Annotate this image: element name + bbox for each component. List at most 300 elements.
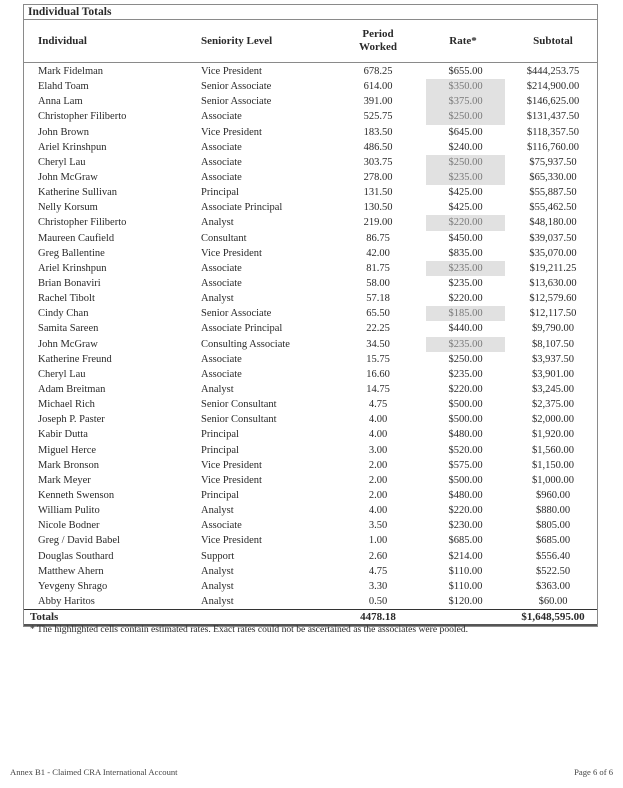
cell-rate	[417, 564, 509, 579]
cell-individual-text: Cindy Chan	[38, 308, 89, 320]
table-row	[24, 549, 597, 564]
table-row	[24, 367, 597, 382]
cell-individual-text: John McGraw	[38, 171, 98, 183]
cell-rate-text: $220.00	[426, 215, 505, 230]
cell-individual	[24, 321, 187, 336]
table-row	[24, 443, 597, 458]
cell-seniority-level	[187, 276, 339, 291]
cell-seniority-level	[187, 140, 339, 155]
cell-rate-text: $520.00	[448, 444, 483, 456]
table-row	[24, 533, 597, 548]
cell-rate-estimated	[417, 306, 509, 321]
table-row	[24, 473, 597, 488]
cell-period-worked-text: 58.00	[366, 277, 390, 289]
cell-rate	[417, 352, 509, 367]
cell-seniority-level	[187, 155, 339, 170]
cell-individual-text: Greg / David Babel	[38, 535, 120, 547]
cell-period-worked-text: 219.00	[363, 217, 393, 229]
cell-seniority-level-text: Associate	[201, 141, 242, 153]
cell-individual-text: Yevgeny Shrago	[38, 580, 108, 592]
cell-period-worked	[339, 382, 417, 397]
cell-period-worked	[339, 443, 417, 458]
cell-rate-text: $235.00	[426, 337, 505, 352]
cell-seniority-level-text: Principal	[201, 187, 239, 199]
cell-seniority-level-text: Analyst	[201, 580, 234, 592]
cell-subtotal-text: $2,000.00	[532, 414, 574, 426]
cell-seniority-level	[187, 397, 339, 412]
cell-individual	[24, 185, 187, 200]
cell-seniority-level-text: Associate	[201, 156, 242, 168]
cell-individual-text: Katherine Freund	[38, 353, 112, 365]
cell-individual-text: Cheryl Lau	[38, 368, 86, 380]
table-row	[24, 231, 597, 246]
cell-individual	[24, 261, 187, 276]
cell-subtotal	[509, 382, 597, 397]
cell-period-worked-text: 525.75	[363, 111, 393, 123]
totals-level-empty	[187, 610, 339, 624]
cell-subtotal	[509, 276, 597, 291]
cell-seniority-level	[187, 125, 339, 140]
header-period-worked	[339, 28, 417, 54]
cell-period-worked-text: 4.00	[368, 429, 388, 441]
cell-subtotal-text: $1,920.00	[532, 429, 574, 441]
cell-individual-text: Cheryl Lau	[38, 156, 86, 168]
cell-rate	[417, 140, 509, 155]
cell-rate-text: $120.00	[448, 595, 483, 607]
cell-period-worked	[339, 518, 417, 533]
cell-individual-text: Nelly Korsum	[38, 202, 98, 214]
cell-individual-text: John Brown	[38, 126, 90, 138]
cell-individual	[24, 231, 187, 246]
totals-subtotal: $1,648,595.00	[521, 611, 585, 624]
cell-individual	[24, 109, 187, 124]
cell-seniority-level	[187, 185, 339, 200]
cell-rate	[417, 276, 509, 291]
table-row	[24, 79, 597, 94]
cell-period-worked-text: 3.30	[368, 580, 388, 592]
cell-subtotal-text: $48,180.00	[529, 217, 577, 229]
cell-rate-text: $230.00	[448, 520, 483, 532]
cell-period-worked-text: 57.18	[366, 293, 390, 305]
cell-rate-estimated	[417, 155, 509, 170]
cell-seniority-level-text: Consultant	[201, 232, 247, 244]
cell-seniority-level	[187, 64, 339, 79]
cell-individual-text: Miguel Herce	[38, 444, 97, 456]
cell-seniority-level	[187, 427, 339, 442]
cell-period-worked	[339, 231, 417, 246]
cell-individual	[24, 276, 187, 291]
cell-rate	[417, 549, 509, 564]
cell-individual-text: Anna Lam	[38, 96, 83, 108]
cell-period-worked	[339, 140, 417, 155]
footnote: * The highlighted cells contain estimated rates. Exact rates could not be ascertained as the associates were pooled.	[30, 624, 469, 635]
cell-subtotal	[509, 427, 597, 442]
cell-period-worked-text: 303.75	[363, 156, 393, 168]
cell-period-worked-text: 81.75	[366, 262, 390, 274]
cell-individual	[24, 306, 187, 321]
cell-subtotal-text: $880.00	[535, 505, 571, 517]
cell-rate-text: $835.00	[448, 247, 483, 259]
cell-period-worked	[339, 276, 417, 291]
cell-individual	[24, 155, 187, 170]
header-seniority-level: Seniority Level	[201, 34, 273, 47]
cell-period-worked	[339, 367, 417, 382]
cell-rate-text: $500.00	[448, 474, 483, 486]
cell-seniority-level-text: Support	[201, 550, 235, 562]
cell-individual	[24, 518, 187, 533]
cell-subtotal	[509, 503, 597, 518]
cell-period-worked-text: 2.00	[368, 459, 388, 471]
cell-rate-text: $235.00	[426, 170, 505, 185]
cell-subtotal-text: $2,375.00	[532, 399, 574, 411]
cell-rate-text: $235.00	[448, 368, 483, 380]
cell-subtotal-text: $3,901.00	[532, 368, 574, 380]
table-row	[24, 518, 597, 533]
table-row	[24, 337, 597, 352]
cell-subtotal	[509, 473, 597, 488]
cell-individual	[24, 246, 187, 261]
cell-period-worked-text: 15.75	[366, 353, 390, 365]
table-body	[24, 63, 597, 609]
cell-period-worked	[339, 533, 417, 548]
table-row	[24, 579, 597, 594]
cell-subtotal-text: $685.00	[535, 535, 571, 547]
cell-period-worked-text: 65.50	[366, 308, 390, 320]
cell-period-worked-text: 1.00	[368, 535, 388, 547]
cell-rate	[417, 533, 509, 548]
cell-subtotal	[509, 185, 597, 200]
cell-individual	[24, 579, 187, 594]
table-row	[24, 276, 597, 291]
cell-period-worked	[339, 109, 417, 124]
cell-subtotal-text: $9,790.00	[532, 323, 574, 335]
cell-individual	[24, 367, 187, 382]
cell-individual-text: Adam Breitman	[38, 383, 106, 395]
cell-subtotal	[509, 231, 597, 246]
cell-subtotal	[509, 594, 597, 609]
cell-period-worked-text: 4.75	[368, 565, 388, 577]
table-row	[24, 185, 597, 200]
cell-period-worked-text: 42.00	[366, 247, 390, 259]
cell-seniority-level-text: Vice President	[201, 535, 262, 547]
cell-rate-text: $250.00	[426, 155, 505, 170]
cell-period-worked	[339, 261, 417, 276]
cell-rate-text: $425.00	[448, 187, 483, 199]
cell-period-worked-text: 0.50	[368, 595, 388, 607]
cell-individual-text: Kenneth Swenson	[38, 489, 115, 501]
cell-subtotal-text: $805.00	[535, 520, 571, 532]
table-row	[24, 503, 597, 518]
cell-period-worked	[339, 185, 417, 200]
cell-seniority-level-text: Analyst	[201, 505, 234, 517]
cell-subtotal-text: $12,579.60	[529, 293, 577, 305]
cell-seniority-level-text: Senior Associate	[201, 308, 272, 320]
cell-rate-text: $440.00	[448, 323, 483, 335]
cell-seniority-level-text: Principal	[201, 489, 239, 501]
cell-rate-text: $220.00	[448, 293, 483, 305]
cell-subtotal	[509, 579, 597, 594]
cell-seniority-level-text: Vice President	[201, 66, 262, 77]
cell-rate-text: $500.00	[448, 399, 483, 411]
cell-period-worked-text: 183.50	[363, 126, 393, 138]
cell-subtotal	[509, 443, 597, 458]
cell-seniority-level-text: Associate Principal	[201, 202, 283, 214]
cell-rate-text: $185.00	[426, 306, 505, 321]
cell-subtotal	[509, 321, 597, 336]
cell-rate-text: $220.00	[448, 505, 483, 517]
cell-seniority-level-text: Senior Associate	[201, 96, 272, 108]
cell-subtotal-text: $3,245.00	[532, 383, 574, 395]
cell-subtotal-text: $118,357.50	[526, 126, 580, 138]
cell-seniority-level	[187, 306, 339, 321]
cell-period-worked	[339, 427, 417, 442]
cell-rate-text: $110.00	[448, 580, 483, 592]
cell-rate-text: $235.00	[448, 277, 483, 289]
cell-seniority-level-text: Senior Associate	[201, 81, 272, 93]
cell-period-worked-text: 34.50	[366, 338, 390, 350]
cell-seniority-level	[187, 79, 339, 94]
cell-seniority-level	[187, 503, 339, 518]
cell-rate	[417, 518, 509, 533]
cell-subtotal-text: $363.00	[535, 580, 571, 592]
totals-label: Totals	[30, 611, 59, 624]
cell-seniority-level	[187, 564, 339, 579]
cell-individual	[24, 503, 187, 518]
cell-subtotal	[509, 79, 597, 94]
cell-seniority-level-text: Vice President	[201, 459, 262, 471]
table-row	[24, 94, 597, 109]
cell-rate	[417, 367, 509, 382]
cell-period-worked-text: 2.00	[368, 489, 388, 501]
cell-individual-text: Kabir Dutta	[38, 429, 88, 441]
cell-rate-text: $685.00	[448, 535, 483, 547]
cell-subtotal	[509, 170, 597, 185]
cell-seniority-level	[187, 200, 339, 215]
cell-rate-text: $375.00	[426, 94, 505, 109]
cell-period-worked	[339, 200, 417, 215]
cell-seniority-level	[187, 261, 339, 276]
cell-period-worked-text: 4.75	[368, 399, 388, 411]
cell-seniority-level	[187, 458, 339, 473]
cell-individual	[24, 337, 187, 352]
cell-individual	[24, 125, 187, 140]
cell-subtotal	[509, 140, 597, 155]
table-row	[24, 397, 597, 412]
cell-individual-text: Elahd Toam	[38, 81, 89, 93]
cell-seniority-level	[187, 291, 339, 306]
cell-seniority-level	[187, 518, 339, 533]
cell-rate	[417, 488, 509, 503]
cell-subtotal-text: $35,070.00	[529, 247, 577, 259]
cell-rate	[417, 185, 509, 200]
cell-rate	[417, 64, 509, 79]
table-row	[24, 382, 597, 397]
cell-rate-estimated	[417, 337, 509, 352]
cell-period-worked	[339, 155, 417, 170]
cell-subtotal-text: $19,211.25	[529, 262, 577, 274]
table-row	[24, 64, 597, 79]
cell-subtotal	[509, 109, 597, 124]
cell-individual	[24, 140, 187, 155]
cell-subtotal-text: $1,150.00	[532, 459, 574, 471]
cell-individual-text: Abby Haritos	[38, 595, 95, 607]
cell-individual	[24, 382, 187, 397]
cell-seniority-level-text: Senior Consultant	[201, 399, 277, 411]
section-title: Individual Totals	[24, 5, 597, 20]
cell-period-worked	[339, 473, 417, 488]
cell-seniority-level-text: Principal	[201, 444, 239, 456]
cell-seniority-level-text: Analyst	[201, 217, 234, 229]
cell-subtotal-text: $1,000.00	[532, 474, 574, 486]
cell-period-worked-text: 614.00	[363, 81, 393, 93]
cell-rate-text: $220.00	[448, 383, 483, 395]
table-row	[24, 125, 597, 140]
cell-individual-text: John McGraw	[38, 338, 98, 350]
cell-subtotal-text: $55,887.50	[529, 187, 577, 199]
cell-subtotal-text: $960.00	[535, 489, 571, 501]
cell-subtotal-text: $522.50	[535, 565, 571, 577]
cell-seniority-level	[187, 215, 339, 230]
cell-period-worked-text: 16.60	[366, 368, 390, 380]
cell-subtotal-text: $444,253.75	[526, 66, 580, 77]
cell-period-worked-text: 486.50	[363, 141, 393, 153]
cell-rate-estimated	[417, 215, 509, 230]
cell-individual-text: Matthew Ahern	[38, 565, 104, 577]
cell-seniority-level-text: Analyst	[201, 565, 234, 577]
cell-period-worked-text: 678.25	[363, 66, 393, 77]
header-rate: Rate*	[449, 34, 477, 47]
cell-subtotal	[509, 564, 597, 579]
cell-subtotal-text: $146,625.00	[526, 96, 580, 108]
cell-rate	[417, 427, 509, 442]
cell-subtotal-text: $1,560.00	[532, 444, 574, 456]
cell-subtotal-text: $556.40	[535, 550, 571, 562]
table-row	[24, 246, 597, 261]
table-row	[24, 261, 597, 276]
cell-subtotal	[509, 306, 597, 321]
cell-seniority-level	[187, 352, 339, 367]
cell-period-worked	[339, 594, 417, 609]
cell-subtotal	[509, 291, 597, 306]
cell-seniority-level	[187, 170, 339, 185]
table-row	[24, 412, 597, 427]
cell-period-worked	[339, 94, 417, 109]
cell-rate-estimated	[417, 109, 509, 124]
cell-seniority-level-text: Consulting Associate	[201, 338, 290, 350]
cell-rate-text: $450.00	[448, 232, 483, 244]
table-row	[24, 594, 597, 609]
cell-individual	[24, 352, 187, 367]
cell-individual-text: Ariel Krinshpun	[38, 262, 107, 274]
cell-rate-estimated	[417, 79, 509, 94]
cell-period-worked	[339, 79, 417, 94]
cell-subtotal	[509, 488, 597, 503]
cell-seniority-level	[187, 246, 339, 261]
cell-seniority-level	[187, 94, 339, 109]
cell-rate-text: $480.00	[448, 489, 483, 501]
cell-period-worked	[339, 352, 417, 367]
cell-seniority-level-text: Analyst	[201, 595, 234, 607]
cell-seniority-level	[187, 231, 339, 246]
table-row	[24, 200, 597, 215]
cell-individual	[24, 564, 187, 579]
cell-period-worked	[339, 579, 417, 594]
cell-seniority-level	[187, 412, 339, 427]
cell-subtotal-text: $39,037.50	[529, 232, 577, 244]
cell-seniority-level	[187, 109, 339, 124]
cell-seniority-level	[187, 579, 339, 594]
table-row	[24, 306, 597, 321]
cell-rate	[417, 458, 509, 473]
table-row	[24, 458, 597, 473]
cell-individual-text: William Pulito	[38, 505, 100, 517]
cell-period-worked-text: 130.50	[363, 202, 393, 214]
cell-individual-text: Katherine Sullivan	[38, 187, 118, 199]
cell-period-worked-text: 4.00	[368, 505, 388, 517]
cell-seniority-level	[187, 549, 339, 564]
cell-period-worked-text: 391.00	[363, 96, 393, 108]
cell-subtotal	[509, 352, 597, 367]
cell-period-worked-text: 4.00	[368, 414, 388, 426]
cell-period-worked-text: 2.60	[368, 550, 388, 562]
cell-period-worked-text: 131.50	[363, 187, 393, 199]
cell-individual	[24, 458, 187, 473]
table-row	[24, 488, 597, 503]
cell-subtotal	[509, 458, 597, 473]
cell-seniority-level	[187, 488, 339, 503]
cell-subtotal-text: $8,107.50	[532, 338, 574, 350]
cell-individual	[24, 594, 187, 609]
cell-rate-estimated	[417, 170, 509, 185]
table-row	[24, 427, 597, 442]
cell-rate-estimated	[417, 94, 509, 109]
cell-period-worked	[339, 306, 417, 321]
cell-individual-text: Joseph P. Paster	[38, 414, 105, 426]
cell-seniority-level-text: Associate	[201, 353, 242, 365]
header-subtotal: Subtotal	[533, 34, 573, 47]
cell-individual-text: Greg Ballentine	[38, 247, 105, 259]
cell-subtotal	[509, 94, 597, 109]
cell-rate	[417, 473, 509, 488]
cell-rate	[417, 382, 509, 397]
cell-period-worked	[339, 412, 417, 427]
cell-individual	[24, 443, 187, 458]
cell-rate	[417, 321, 509, 336]
cell-rate	[417, 231, 509, 246]
cell-period-worked-text: 22.25	[366, 323, 390, 335]
cell-individual-text: Mark Fidelman	[38, 66, 104, 77]
cell-rate	[417, 291, 509, 306]
cell-rate-text: $425.00	[448, 202, 483, 214]
cell-seniority-level	[187, 382, 339, 397]
totals-rate-empty	[417, 610, 509, 624]
cell-subtotal	[509, 397, 597, 412]
cell-rate	[417, 579, 509, 594]
cell-individual-text: Mark Bronson	[38, 459, 99, 471]
cell-individual	[24, 94, 187, 109]
cell-period-worked-text: 14.75	[366, 383, 390, 395]
cell-period-worked	[339, 246, 417, 261]
cell-period-worked	[339, 564, 417, 579]
table-row	[24, 140, 597, 155]
cell-rate-text: $240.00	[448, 141, 483, 153]
cell-period-worked	[339, 321, 417, 336]
cell-rate-text: $235.00	[426, 261, 505, 276]
cell-individual-text: Brian Bonaviri	[38, 277, 101, 289]
cell-rate-text: $480.00	[448, 429, 483, 441]
cell-subtotal-text: $55,462.50	[529, 202, 577, 214]
cell-period-worked	[339, 64, 417, 79]
